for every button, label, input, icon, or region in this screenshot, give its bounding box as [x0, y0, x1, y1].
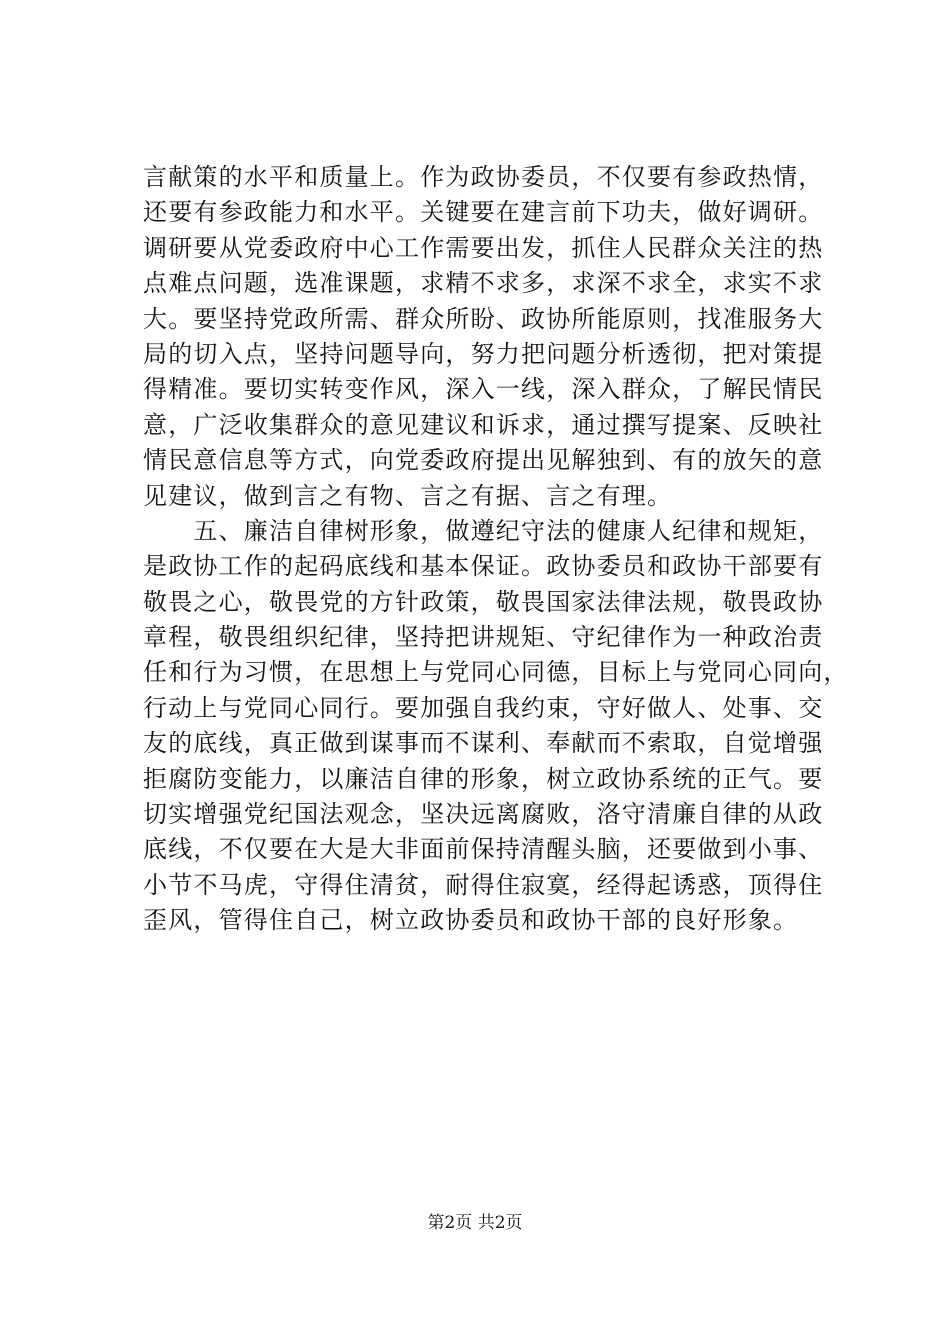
- text-line: 底线，不仅要在大是大非面前保持清醒头脑，还要做到小事、: [143, 835, 824, 864]
- text-line: 小节不马虎，守得住清贫，耐得住寂寞，经得起诱惑，顶得住: [143, 870, 824, 899]
- text-line: 得精准。要切实转变作风，深入一线，深入群众，了解民情民: [143, 375, 824, 404]
- page-footer: [0, 1212, 950, 1234]
- text-line: 大。要坚持党政所需、群众所盼、政协所能原则，找准服务大: [143, 304, 824, 333]
- text-line: 是政协工作的起码底线和基本保证。政协委员和政协干部要有: [143, 552, 824, 581]
- text-line: 还要有参政能力和水平。关键要在建言前下功夫，做好调研。: [143, 198, 824, 227]
- page-number: 第2页 共2页: [427, 1213, 523, 1233]
- text-line: 情民意信息等方式，向党委政府提出见解独到、有的放矢的意: [143, 446, 824, 475]
- text-line: 言献策的水平和质量上。作为政协委员，不仅要有参政热情，: [143, 163, 824, 191]
- text-line: 切实增强党纪国法观念，坚决远离腐败，洛守清廉自律的从政: [143, 800, 824, 829]
- text-line: 见建议，做到言之有物、言之有据、言之有理。: [143, 481, 673, 510]
- body-text: [143, 160, 849, 939]
- text-line: 敬畏之心，敬畏党的方针政策，敬畏国家法律法规，敬畏政协: [143, 587, 824, 616]
- text-line: 任和行为习惯，在思想上与党同心同德，目标上与党同心同向，: [143, 658, 849, 687]
- text-line: 拒腐防变能力，以廉洁自律的形象，树立政协系统的正气。要: [143, 764, 824, 793]
- text-line: 意，广泛收集群众的意见建议和诉求，通过撰写提案、反映社: [143, 410, 824, 439]
- text-line: 调研要从党委政府中心工作需要出发，抓住人民群众关注的热: [143, 233, 824, 262]
- text-line: 友的底线，真正做到谋事而不谋利、奉献而不索取，自觉增强: [143, 729, 824, 758]
- text-line: 章程，敬畏组织纪律，坚持把讲规矩、守纪律作为一种政治责: [143, 623, 824, 652]
- text-line: 局的切入点，坚持问题导向，努力把问题分析透彻，把对策提: [143, 339, 824, 368]
- text-line: 行动上与党同心同行。要加强自我约束，守好做人、处事、交: [143, 693, 824, 722]
- text-line: 五、廉洁自律树形象，做遵纪守法的健康人纪律和规矩，: [143, 516, 824, 545]
- text-line: 歪风，管得住自己，树立政协委员和政协干部的良好形象。: [143, 906, 799, 935]
- text-line: 点难点问题，选准课题，求精不求多，求深不求全，求实不求: [143, 269, 824, 298]
